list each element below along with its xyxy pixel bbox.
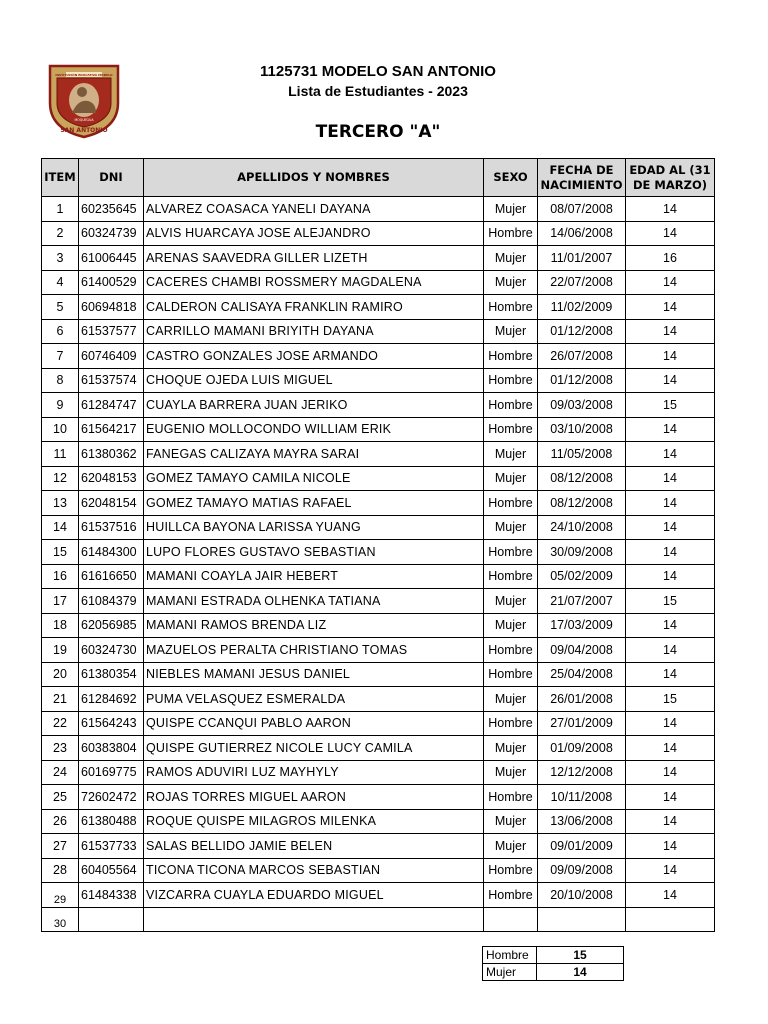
cell-birth-date: 09/03/2008 <box>538 393 626 418</box>
cell-age: 14 <box>626 662 715 687</box>
cell-name: HUILLCA BAYONA LARISSA YUANG <box>144 515 484 540</box>
cell-name: CHOQUE OJEDA LUIS MIGUEL <box>144 368 484 393</box>
summary-row <box>483 964 624 981</box>
table-row <box>42 491 715 516</box>
gender-summary <box>482 946 624 981</box>
cell-item: 10 <box>42 417 79 442</box>
cell-age: 15 <box>626 589 715 614</box>
cell-dni: 60235645 <box>79 197 144 222</box>
cell-name: ALVAREZ COASACA YANELI DAYANA <box>144 197 484 222</box>
cell-dni: 61537574 <box>79 368 144 393</box>
cell-name: CARRILLO MAMANI BRIYITH DAYANA <box>144 319 484 344</box>
cell-item: 20 <box>42 662 79 687</box>
cell-birth-date: 26/01/2008 <box>538 687 626 712</box>
cell-item: 2 <box>42 221 79 246</box>
summary-label: Hombre <box>483 947 537 964</box>
section-title: TERCERO "A" <box>315 122 441 142</box>
cell-sex: Mujer <box>484 246 538 271</box>
cell-age: 14 <box>626 295 715 320</box>
cell-age: 14 <box>626 809 715 834</box>
school-title: 1125731 MODELO SAN ANTONIO <box>260 63 496 80</box>
cell-sex: Hombre <box>484 417 538 442</box>
summary-label: Mujer <box>483 964 537 981</box>
table-row <box>42 736 715 761</box>
cell-sex: Hombre <box>484 858 538 883</box>
cell-sex: Hombre <box>484 564 538 589</box>
cell-age: 14 <box>626 221 715 246</box>
cell-age: 14 <box>626 760 715 785</box>
cell-sex: Hombre <box>484 540 538 565</box>
col-birth-header: FECHA DE NACIMIENTO <box>538 159 626 197</box>
cell-dni: 60169775 <box>79 760 144 785</box>
cell-age: 14 <box>626 613 715 638</box>
cell-dni: 61564243 <box>79 711 144 736</box>
cell-dni: 61484300 <box>79 540 144 565</box>
cell-birth-date: 01/09/2008 <box>538 736 626 761</box>
cell-birth-date: 13/06/2008 <box>538 809 626 834</box>
cell-sex: Mujer <box>484 687 538 712</box>
cell-item: 27 <box>42 834 79 859</box>
cell-name: CASTRO GONZALES JOSE ARMANDO <box>144 344 484 369</box>
cell-age: 15 <box>626 393 715 418</box>
cell-dni: 61284747 <box>79 393 144 418</box>
summary-value: 14 <box>537 964 624 981</box>
table-row <box>42 393 715 418</box>
cell-sex: Hombre <box>484 711 538 736</box>
table-row <box>42 295 715 320</box>
cell-age: 16 <box>626 246 715 271</box>
cell-name: CALDERON CALISAYA FRANKLIN RAMIRO <box>144 295 484 320</box>
cell-age: 14 <box>626 638 715 663</box>
cell-name: CUAYLA BARRERA JUAN JERIKO <box>144 393 484 418</box>
cell-name: EUGENIO MOLLOCONDO WILLIAM ERIK <box>144 417 484 442</box>
cell-age: 14 <box>626 319 715 344</box>
cell-dni: 61484338 <box>79 883 144 908</box>
cell-dni: 61284692 <box>79 687 144 712</box>
table-row <box>42 417 715 442</box>
table-row <box>42 270 715 295</box>
cell-sex: Hombre <box>484 662 538 687</box>
table-row <box>42 613 715 638</box>
cell-sex: Hombre <box>484 883 538 908</box>
col-age-header: EDAD AL (31 DE MARZO) <box>626 159 715 197</box>
cell-name: QUISPE CCANQUI PABLO AARON <box>144 711 484 736</box>
cell-dni: 61380488 <box>79 809 144 834</box>
cell-sex: Hombre <box>484 368 538 393</box>
cell-age: 14 <box>626 858 715 883</box>
cell-sex: Mujer <box>484 466 538 491</box>
cell-age: 14 <box>626 834 715 859</box>
table-row <box>42 344 715 369</box>
cell-name: FANEGAS CALIZAYA MAYRA SARAI <box>144 442 484 467</box>
cell-dni: 61380354 <box>79 662 144 687</box>
cell-sex: Mujer <box>484 760 538 785</box>
cell-age <box>626 907 715 932</box>
col-sex-header: SEXO <box>484 159 538 197</box>
table-row <box>42 319 715 344</box>
cell-sex: Mujer <box>484 442 538 467</box>
table-row <box>42 221 715 246</box>
list-title: Lista de Estudiantes - 2023 <box>288 83 468 99</box>
cell-sex: Mujer <box>484 613 538 638</box>
cell-birth-date: 11/02/2009 <box>538 295 626 320</box>
cell-name: MAMANI RAMOS BRENDA LIZ <box>144 613 484 638</box>
cell-age: 14 <box>626 785 715 810</box>
cell-dni: 60324739 <box>79 221 144 246</box>
table-row <box>42 442 715 467</box>
cell-birth-date: 21/07/2007 <box>538 589 626 614</box>
cell-age: 14 <box>626 883 715 908</box>
cell-age: 15 <box>626 687 715 712</box>
table-row <box>42 711 715 736</box>
cell-birth-date: 01/12/2008 <box>538 319 626 344</box>
cell-item: 28 <box>42 858 79 883</box>
cell-sex: Mujer <box>484 809 538 834</box>
cell-birth-date: 09/04/2008 <box>538 638 626 663</box>
cell-dni: 61380362 <box>79 442 144 467</box>
cell-birth-date: 24/10/2008 <box>538 515 626 540</box>
cell-item: 18 <box>42 613 79 638</box>
table-row <box>42 858 715 883</box>
cell-item: 3 <box>42 246 79 271</box>
cell-age: 14 <box>626 344 715 369</box>
cell-item: 23 <box>42 736 79 761</box>
cell-item: 12 <box>42 466 79 491</box>
cell-item: 5 <box>42 295 79 320</box>
crest-city-text: MOQUEGUA <box>74 118 94 122</box>
cell-birth-date: 05/02/2009 <box>538 564 626 589</box>
cell-name: ALVIS HUARCAYA JOSE ALEJANDRO <box>144 221 484 246</box>
table-row <box>42 197 715 222</box>
cell-age: 14 <box>626 515 715 540</box>
table-row <box>42 760 715 785</box>
cell-age: 14 <box>626 197 715 222</box>
cell-dni: 61564217 <box>79 417 144 442</box>
cell-item: 17 <box>42 589 79 614</box>
table-row <box>42 785 715 810</box>
summary-value: 15 <box>537 947 624 964</box>
table-row <box>42 540 715 565</box>
cell-sex: Mujer <box>484 589 538 614</box>
cell-item: 25 <box>42 785 79 810</box>
cell-birth-date: 11/05/2008 <box>538 442 626 467</box>
cell-dni: 62056985 <box>79 613 144 638</box>
table-row <box>42 834 715 859</box>
cell-sex: Mujer <box>484 515 538 540</box>
table-row <box>42 809 715 834</box>
cell-age: 14 <box>626 368 715 393</box>
cell-age: 14 <box>626 540 715 565</box>
cell-birth-date: 20/10/2008 <box>538 883 626 908</box>
cell-birth-date: 11/01/2007 <box>538 246 626 271</box>
cell-dni: 62048153 <box>79 466 144 491</box>
cell-birth-date: 08/12/2008 <box>538 466 626 491</box>
cell-name: NIEBLES MAMANI JESUS DANIEL <box>144 662 484 687</box>
cell-item: 9 <box>42 393 79 418</box>
cell-sex: Hombre <box>484 393 538 418</box>
cell-dni: 61537516 <box>79 515 144 540</box>
table-row <box>42 368 715 393</box>
cell-dni <box>79 907 144 932</box>
cell-age: 14 <box>626 736 715 761</box>
cell-name: SALAS BELLIDO JAMIE BELEN <box>144 834 484 859</box>
cell-birth-date: 27/01/2009 <box>538 711 626 736</box>
cell-name: ROQUE QUISPE MILAGROS MILENKA <box>144 809 484 834</box>
cell-sex: Hombre <box>484 785 538 810</box>
cell-birth-date: 17/03/2009 <box>538 613 626 638</box>
cell-birth-date: 30/09/2008 <box>538 540 626 565</box>
cell-sex: Hombre <box>484 221 538 246</box>
table-row <box>42 589 715 614</box>
cell-item: 7 <box>42 344 79 369</box>
cell-item: 1 <box>42 197 79 222</box>
cell-item: 30 <box>42 907 79 932</box>
table-body <box>42 197 715 932</box>
table-header-row <box>42 159 715 197</box>
cell-dni: 60746409 <box>79 344 144 369</box>
cell-birth-date: 10/11/2008 <box>538 785 626 810</box>
cell-sex: Mujer <box>484 270 538 295</box>
crest-bottom-text: SAN ANTONIO <box>60 127 108 134</box>
cell-dni: 62048154 <box>79 491 144 516</box>
cell-age: 14 <box>626 417 715 442</box>
cell-item: 24 <box>42 760 79 785</box>
cell-birth-date: 26/07/2008 <box>538 344 626 369</box>
summary-row <box>483 947 624 964</box>
cell-birth-date: 14/06/2008 <box>538 221 626 246</box>
cell-sex: Hombre <box>484 638 538 663</box>
cell-birth-date: 09/01/2009 <box>538 834 626 859</box>
cell-birth-date: 12/12/2008 <box>538 760 626 785</box>
table-row <box>42 515 715 540</box>
table-row <box>42 687 715 712</box>
cell-sex: Hombre <box>484 295 538 320</box>
cell-age: 14 <box>626 564 715 589</box>
cell-name: VIZCARRA CUAYLA EDUARDO MIGUEL <box>144 883 484 908</box>
cell-name: CACERES CHAMBI ROSSMERY MAGDALENA <box>144 270 484 295</box>
table-row <box>42 907 715 932</box>
cell-sex: Mujer <box>484 834 538 859</box>
cell-name: RAMOS ADUVIRI LUZ MAYHYLY <box>144 760 484 785</box>
table-row <box>42 662 715 687</box>
crest-top-text: INSTITUCIÓN EDUCATIVA MODELO <box>55 73 113 77</box>
cell-name: GOMEZ TAMAYO MATIAS RAFAEL <box>144 491 484 516</box>
cell-name: TICONA TICONA MARCOS SEBASTIAN <box>144 858 484 883</box>
cell-dni: 61537577 <box>79 319 144 344</box>
cell-name: ARENAS SAAVEDRA GILLER LIZETH <box>144 246 484 271</box>
cell-dni: 61006445 <box>79 246 144 271</box>
cell-item: 21 <box>42 687 79 712</box>
cell-name: MAMANI COAYLA JAIR HEBERT <box>144 564 484 589</box>
cell-dni: 60405564 <box>79 858 144 883</box>
cell-dni: 60694818 <box>79 295 144 320</box>
cell-birth-date <box>538 907 626 932</box>
cell-age: 14 <box>626 466 715 491</box>
cell-dni: 60383804 <box>79 736 144 761</box>
table-row <box>42 638 715 663</box>
cell-name: QUISPE GUTIERREZ NICOLE LUCY CAMILA <box>144 736 484 761</box>
cell-sex: Hombre <box>484 344 538 369</box>
cell-birth-date: 03/10/2008 <box>538 417 626 442</box>
cell-sex: Hombre <box>484 491 538 516</box>
cell-item: 15 <box>42 540 79 565</box>
cell-birth-date: 22/07/2008 <box>538 270 626 295</box>
col-name-header: APELLIDOS Y NOMBRES <box>144 159 484 197</box>
cell-name <box>144 907 484 932</box>
cell-dni: 61616650 <box>79 564 144 589</box>
cell-birth-date: 25/04/2008 <box>538 662 626 687</box>
cell-age: 14 <box>626 442 715 467</box>
cell-sex: Mujer <box>484 736 538 761</box>
cell-item: 13 <box>42 491 79 516</box>
cell-name: GOMEZ TAMAYO CAMILA NICOLE <box>144 466 484 491</box>
cell-item: 16 <box>42 564 79 589</box>
cell-item: 14 <box>42 515 79 540</box>
cell-birth-date: 08/12/2008 <box>538 491 626 516</box>
cell-dni: 61084379 <box>79 589 144 614</box>
cell-name: PUMA VELASQUEZ ESMERALDA <box>144 687 484 712</box>
cell-item: 11 <box>42 442 79 467</box>
cell-dni: 61400529 <box>79 270 144 295</box>
cell-item: 29 <box>42 883 79 908</box>
cell-dni: 60324730 <box>79 638 144 663</box>
cell-name: LUPO FLORES GUSTAVO SEBASTIAN <box>144 540 484 565</box>
table-row <box>42 466 715 491</box>
table-row <box>42 883 715 908</box>
cell-name: ROJAS TORRES MIGUEL AARON <box>144 785 484 810</box>
cell-item: 22 <box>42 711 79 736</box>
col-item-header: ITEM <box>42 159 79 197</box>
students-table <box>41 158 715 932</box>
cell-sex: Mujer <box>484 197 538 222</box>
cell-item: 19 <box>42 638 79 663</box>
col-dni-header: DNI <box>79 159 144 197</box>
cell-sex: Mujer <box>484 319 538 344</box>
table-row <box>42 564 715 589</box>
cell-item: 26 <box>42 809 79 834</box>
cell-age: 14 <box>626 711 715 736</box>
table-row <box>42 246 715 271</box>
cell-age: 14 <box>626 270 715 295</box>
cell-item: 4 <box>42 270 79 295</box>
cell-birth-date: 08/07/2008 <box>538 197 626 222</box>
cell-dni: 61537733 <box>79 834 144 859</box>
cell-item: 8 <box>42 368 79 393</box>
cell-birth-date: 09/09/2008 <box>538 858 626 883</box>
cell-name: MAZUELOS PERALTA CHRISTIANO TOMAS <box>144 638 484 663</box>
cell-age: 14 <box>626 491 715 516</box>
cell-dni: 72602472 <box>79 785 144 810</box>
cell-name: MAMANI ESTRADA OLHENKA TATIANA <box>144 589 484 614</box>
cell-item: 6 <box>42 319 79 344</box>
cell-sex <box>484 907 538 932</box>
cell-birth-date: 01/12/2008 <box>538 368 626 393</box>
